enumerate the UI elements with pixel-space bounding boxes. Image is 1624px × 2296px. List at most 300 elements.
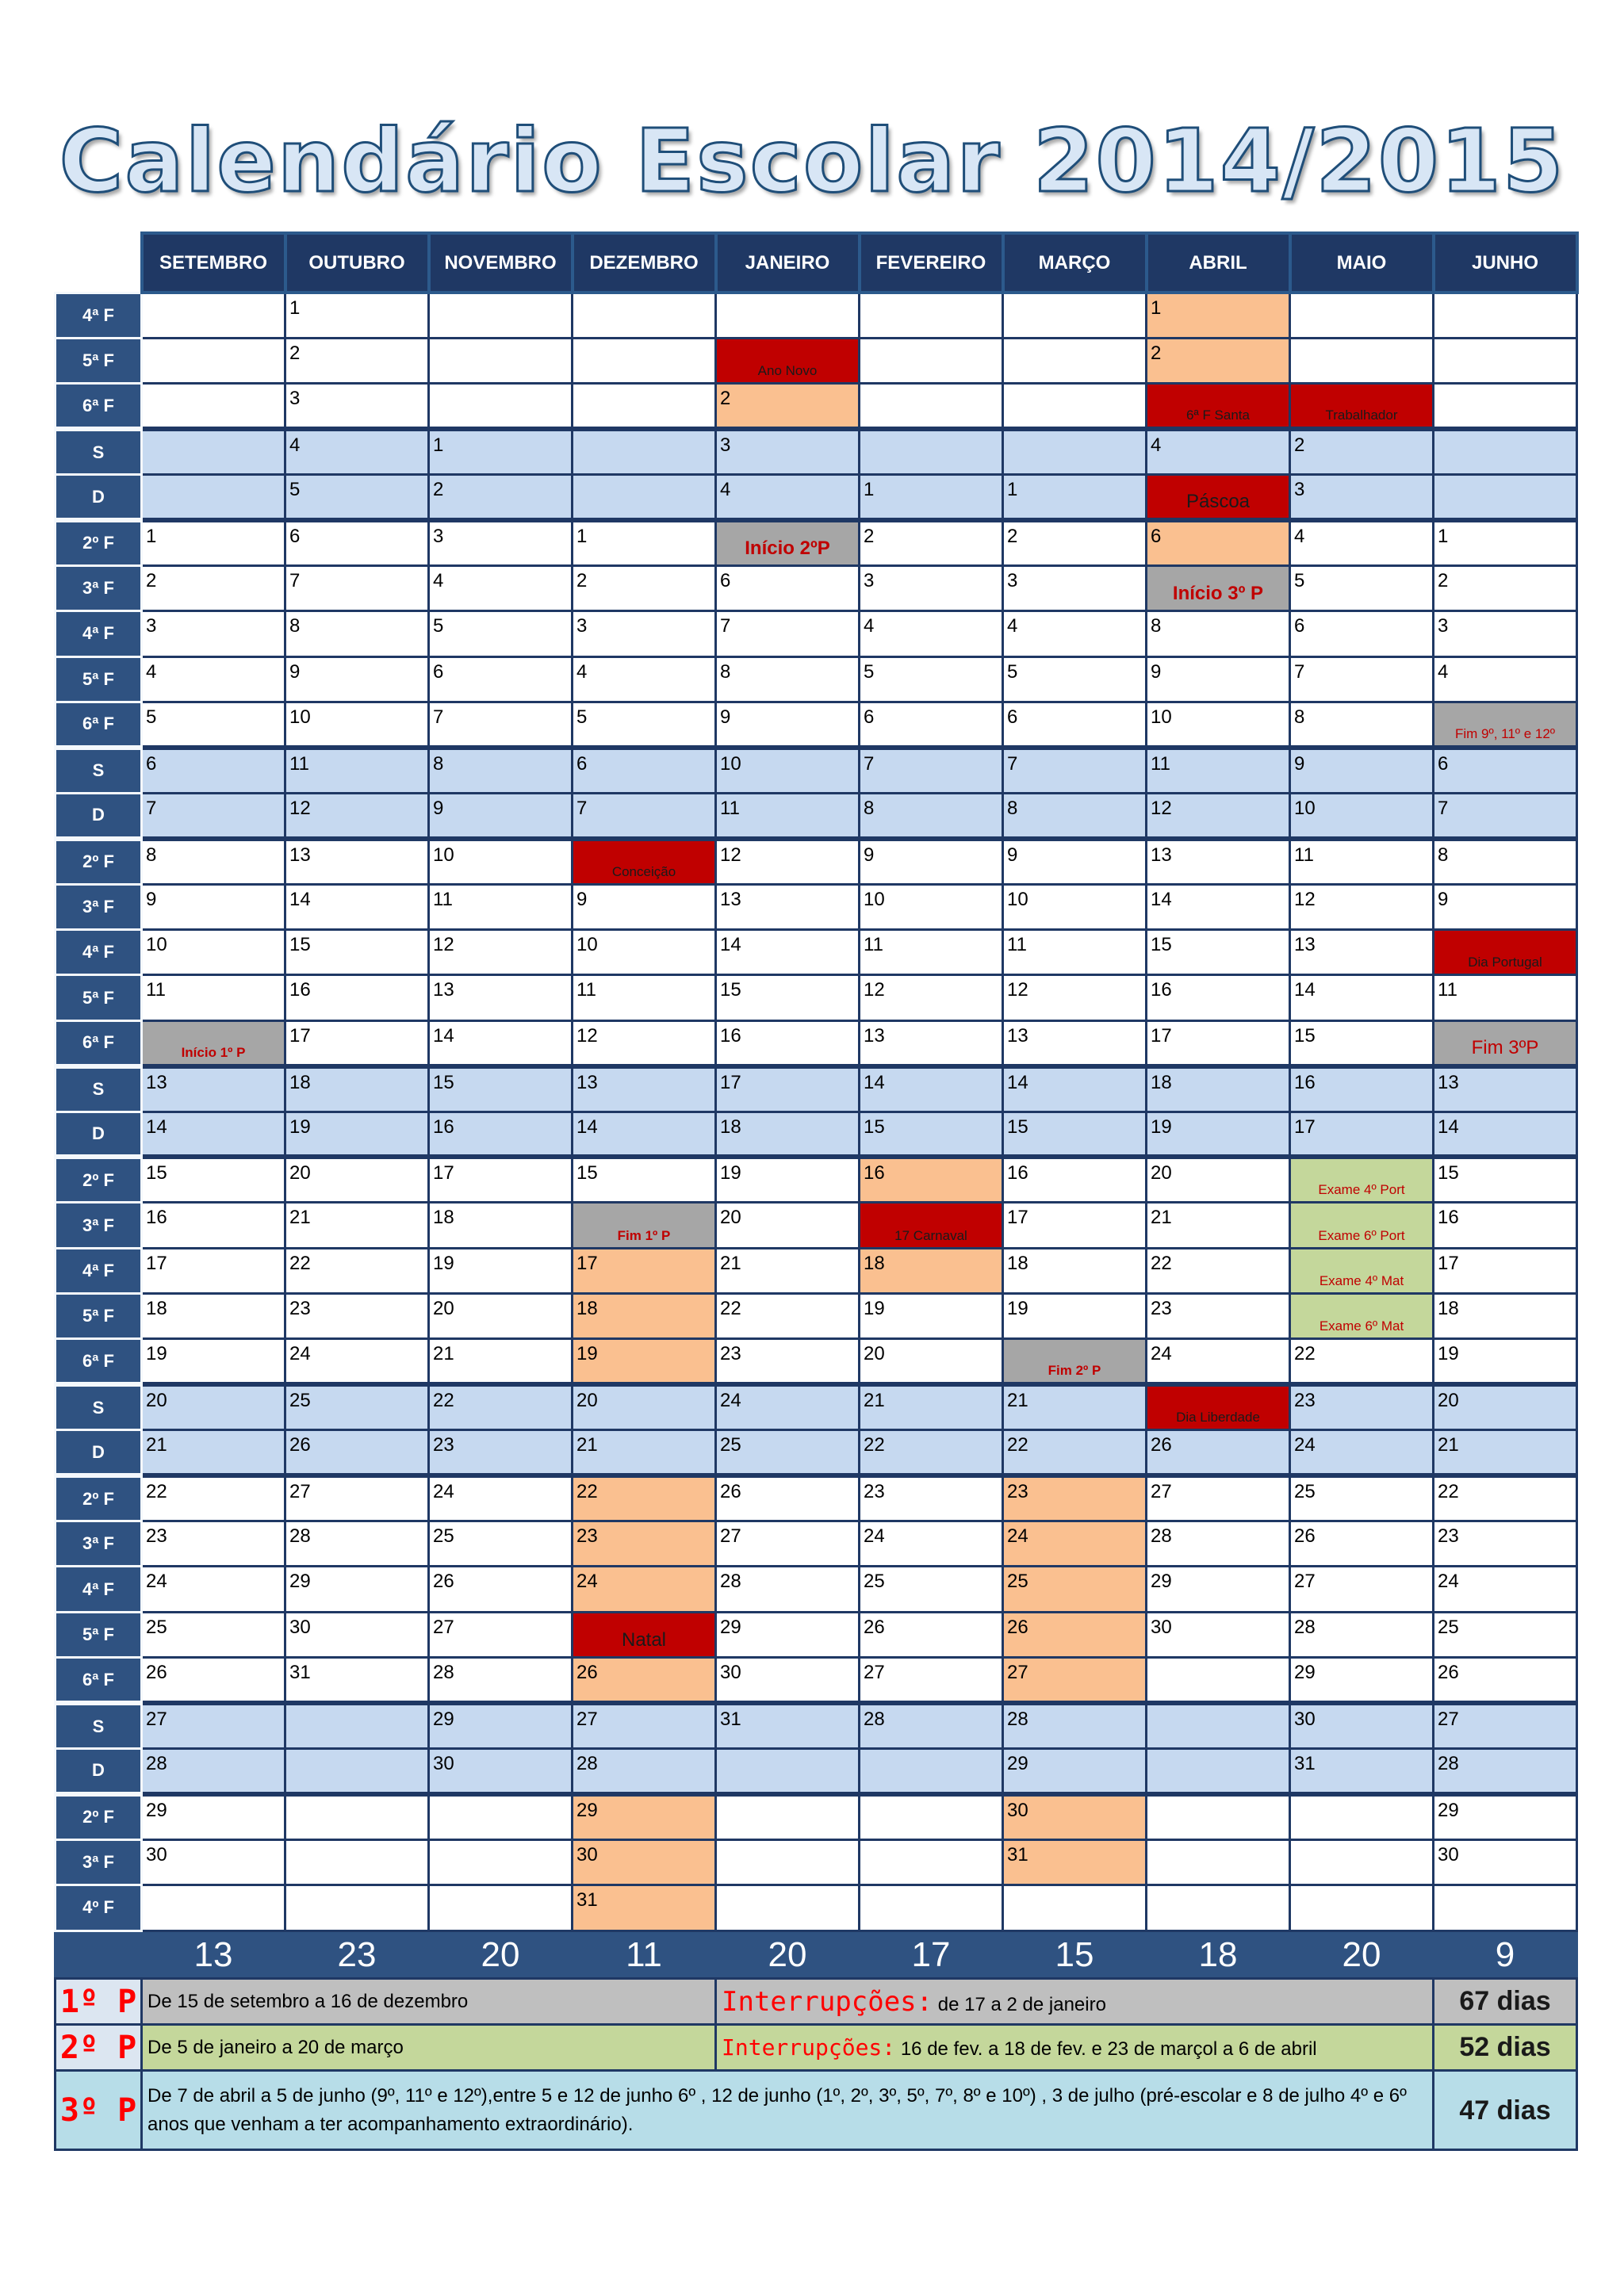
weekday-row xyxy=(56,520,1577,565)
day-cell: 23 xyxy=(573,1521,716,1567)
day-cell: 12 xyxy=(1290,884,1434,929)
weekday-label: 3ª F xyxy=(56,565,142,610)
month-total: 13 xyxy=(142,1931,285,1980)
day-cell: 26 xyxy=(1290,1521,1434,1567)
day-cell: 6 xyxy=(573,748,716,793)
month-header: OUTUBRO xyxy=(285,233,429,293)
day-cell: 21 xyxy=(429,1339,573,1384)
day-cell: 29 xyxy=(1290,1658,1434,1703)
weekday-label: 3ª F xyxy=(56,1521,142,1567)
weekday-row xyxy=(56,1839,1577,1885)
totals-corner xyxy=(56,1931,142,1980)
day-cell: 16 xyxy=(716,1020,860,1066)
day-cell: 8 xyxy=(1003,793,1147,838)
day-cell: 4 xyxy=(429,565,573,610)
day-cell: 20 xyxy=(142,1384,285,1429)
weekday-row xyxy=(56,565,1577,610)
day-cell xyxy=(1434,338,1577,383)
day-cell: 5 xyxy=(1003,656,1147,702)
day-cell: 17 xyxy=(285,1020,429,1066)
day-cell xyxy=(429,1885,573,1931)
weekday-row xyxy=(56,1612,1577,1657)
period-row xyxy=(56,2071,1577,2150)
day-cell: 29 xyxy=(1147,1567,1290,1612)
day-cell: 27 xyxy=(285,1475,429,1521)
day-cell xyxy=(1434,293,1577,338)
weekday-row xyxy=(56,1157,1577,1202)
day-cell: 9 xyxy=(1434,884,1577,929)
day-cell: 6 xyxy=(285,520,429,565)
day-cell xyxy=(1003,429,1147,474)
day-cell: 6 xyxy=(860,702,1003,748)
day-cell: 18 xyxy=(1434,1294,1577,1339)
day-cell: 13 xyxy=(1147,839,1290,884)
day-cell: 30 xyxy=(285,1612,429,1657)
day-cell: 7 xyxy=(429,702,573,748)
weekday-label: 4º F xyxy=(56,1885,142,1931)
day-cell: 4 xyxy=(860,611,1003,656)
month-header: ABRIL xyxy=(1147,233,1290,293)
day-cell: 9 xyxy=(1003,839,1147,884)
weekday-row xyxy=(56,1521,1577,1567)
day-cell: 19 xyxy=(573,1339,716,1384)
day-cell: 13 xyxy=(1290,929,1434,974)
day-cell: 9 xyxy=(142,884,285,929)
day-cell: 6 xyxy=(1147,520,1290,565)
day-cell xyxy=(1290,1885,1434,1931)
day-cell: 16 xyxy=(142,1203,285,1248)
day-cell: 27 xyxy=(573,1703,716,1748)
period-row xyxy=(56,1979,1577,2025)
day-cell: 24 xyxy=(142,1567,285,1612)
day-cell: 3 xyxy=(429,520,573,565)
day-cell xyxy=(1147,475,1290,520)
day-cell: 1 xyxy=(1147,293,1290,338)
weekday-row xyxy=(56,611,1577,656)
day-cell: 7 xyxy=(285,565,429,610)
day-cell: 31 xyxy=(1290,1749,1434,1794)
weekday-row xyxy=(56,1794,1577,1839)
day-cell: 10 xyxy=(1003,884,1147,929)
day-cell: 6 xyxy=(1290,611,1434,656)
interruption-text: de 17 a 2 de janeiro xyxy=(937,1993,1106,2015)
day-cell: 24 xyxy=(1434,1567,1577,1612)
day-cell: 17 xyxy=(429,1157,573,1202)
weekday-label: D xyxy=(56,1112,142,1157)
day-cell: 28 xyxy=(1290,1612,1434,1657)
day-cell: 4 xyxy=(1147,429,1290,474)
weekday-label: 3ª F xyxy=(56,1203,142,1248)
event-note: Fim 3ºP xyxy=(1471,1036,1539,1058)
day-cell: 30 xyxy=(1003,1794,1147,1839)
day-cell: 22 xyxy=(573,1475,716,1521)
day-cell: 24 xyxy=(285,1339,429,1384)
day-cell: 22 xyxy=(860,1430,1003,1475)
day-cell: 16 xyxy=(429,1112,573,1157)
day-cell: 20 xyxy=(860,1339,1003,1384)
day-cell: 1 xyxy=(1434,520,1577,565)
month-header-row xyxy=(56,233,1577,293)
period-label: 3º P xyxy=(56,2071,142,2150)
day-cell xyxy=(429,384,573,429)
month-header: DEZEMBRO xyxy=(573,233,716,293)
day-cell: 7 xyxy=(860,748,1003,793)
weekday-row xyxy=(56,1020,1577,1066)
day-cell: 10 xyxy=(716,748,860,793)
day-cell: 19 xyxy=(285,1112,429,1157)
month-total: 9 xyxy=(1434,1931,1577,1980)
day-cell xyxy=(142,429,285,474)
day-cell: 28 xyxy=(1003,1703,1147,1748)
weekday-row xyxy=(56,839,1577,884)
day-cell: 14 xyxy=(716,929,860,974)
day-cell: 22 xyxy=(429,1384,573,1429)
day-cell: 16 xyxy=(1434,1203,1577,1248)
weekday-label: 2º F xyxy=(56,1794,142,1839)
day-cell: 1 xyxy=(142,520,285,565)
day-cell: 3 xyxy=(1434,611,1577,656)
day-cell xyxy=(1290,1839,1434,1885)
day-cell: 18 xyxy=(429,1203,573,1248)
day-cell: 31 xyxy=(573,1885,716,1931)
day-cell: 15 xyxy=(716,975,860,1020)
day-cell: 6 xyxy=(1003,702,1147,748)
event-note: Páscoa xyxy=(1185,490,1251,512)
day-cell: 1 xyxy=(860,475,1003,520)
day-cell: 19 xyxy=(1003,1294,1147,1339)
weekday-label: 2º F xyxy=(56,839,142,884)
day-cell: 1 xyxy=(573,520,716,565)
weekday-label: D xyxy=(56,1430,142,1475)
day-cell: 25 xyxy=(1290,1475,1434,1521)
day-cell: 9 xyxy=(1290,748,1434,793)
event-note: Ano Novo xyxy=(757,363,818,379)
event-note: 17 Carnaval xyxy=(894,1227,967,1243)
weekend-row xyxy=(56,1430,1577,1475)
day-cell: 2 xyxy=(285,338,429,383)
day-cell: 25 xyxy=(860,1567,1003,1612)
period-label: 2º P xyxy=(56,2025,142,2071)
day-cell xyxy=(573,429,716,474)
day-cell xyxy=(1290,293,1434,338)
day-cell: 22 xyxy=(1147,1248,1290,1293)
day-cell: 26 xyxy=(285,1430,429,1475)
day-cell: 20 xyxy=(1147,1157,1290,1202)
month-header: NOVEMBRO xyxy=(429,233,573,293)
weekend-row xyxy=(56,1749,1577,1794)
day-cell: 14 xyxy=(1147,884,1290,929)
periods-summary xyxy=(54,1977,1578,2151)
event-note: Exame 4º Mat xyxy=(1319,1273,1404,1289)
day-cell: 27 xyxy=(1147,1475,1290,1521)
day-cell: 23 xyxy=(716,1339,860,1384)
weekday-row xyxy=(56,1885,1577,1931)
day-cell: 18 xyxy=(285,1066,429,1112)
day-cell xyxy=(573,1203,716,1248)
weekday-row xyxy=(56,975,1577,1020)
day-cell: 3 xyxy=(716,429,860,474)
day-cell: 4 xyxy=(142,656,285,702)
weekday-label: 2º F xyxy=(56,1475,142,1521)
day-cell: 25 xyxy=(716,1430,860,1475)
day-cell: 17 xyxy=(142,1248,285,1293)
day-cell: 29 xyxy=(429,1703,573,1748)
day-cell: 12 xyxy=(1147,793,1290,838)
day-cell xyxy=(142,338,285,383)
day-cell: 7 xyxy=(573,793,716,838)
day-cell: 2 xyxy=(1147,338,1290,383)
month-header: SETEMBRO xyxy=(142,233,285,293)
day-cell xyxy=(429,1839,573,1885)
day-cell: 6 xyxy=(1434,748,1577,793)
day-cell: 19 xyxy=(1147,1112,1290,1157)
day-cell: 15 xyxy=(1290,1020,1434,1066)
day-cell: 3 xyxy=(573,611,716,656)
day-cell: 16 xyxy=(1003,1157,1147,1202)
day-cell: 22 xyxy=(1003,1430,1147,1475)
day-cell xyxy=(1147,384,1290,429)
weekday-label: 6ª F xyxy=(56,1658,142,1703)
day-cell: 9 xyxy=(860,839,1003,884)
weekday-row xyxy=(56,702,1577,748)
weekday-label: 4ª F xyxy=(56,929,142,974)
day-cell: 4 xyxy=(1290,520,1434,565)
day-cell xyxy=(1003,384,1147,429)
day-cell: 27 xyxy=(1003,1658,1147,1703)
day-cell: 11 xyxy=(142,975,285,1020)
day-cell: 28 xyxy=(573,1749,716,1794)
day-cell xyxy=(1147,1658,1290,1703)
day-cell: 26 xyxy=(1147,1430,1290,1475)
day-cell: 10 xyxy=(429,839,573,884)
day-cell: 30 xyxy=(429,1749,573,1794)
day-cell: 13 xyxy=(573,1066,716,1112)
event-note: Dia Portugal xyxy=(1468,955,1542,970)
day-cell: 3 xyxy=(142,611,285,656)
day-cell xyxy=(1147,1384,1290,1429)
day-cell: 15 xyxy=(1147,929,1290,974)
day-cell xyxy=(285,1703,429,1748)
day-cell: 5 xyxy=(142,702,285,748)
day-cell xyxy=(1147,1839,1290,1885)
weekday-label: 6ª F xyxy=(56,702,142,748)
day-cell xyxy=(860,1839,1003,1885)
weekday-row xyxy=(56,1203,1577,1248)
weekend-row xyxy=(56,1066,1577,1112)
day-cell: 11 xyxy=(573,975,716,1020)
day-cell: 1 xyxy=(429,429,573,474)
day-cell: 27 xyxy=(860,1658,1003,1703)
event-note: 6ª F Santa xyxy=(1185,408,1250,423)
day-cell: 11 xyxy=(1434,975,1577,1020)
day-cell: 14 xyxy=(1434,1112,1577,1157)
day-cell: 29 xyxy=(573,1794,716,1839)
weekend-row xyxy=(56,429,1577,474)
day-cell: 7 xyxy=(1003,748,1147,793)
day-cell xyxy=(860,293,1003,338)
day-cell: 15 xyxy=(285,929,429,974)
event-note: Dia Liberdade xyxy=(1176,1410,1260,1425)
day-cell: 31 xyxy=(716,1703,860,1748)
day-cell: 6 xyxy=(716,565,860,610)
weekend-row xyxy=(56,1112,1577,1157)
day-cell: 28 xyxy=(429,1658,573,1703)
day-cell: 30 xyxy=(1290,1703,1434,1748)
weekday-label: 6ª F xyxy=(56,1339,142,1384)
day-cell: 24 xyxy=(573,1567,716,1612)
weekday-label: D xyxy=(56,475,142,520)
day-cell: 31 xyxy=(285,1658,429,1703)
day-cell: 17 xyxy=(716,1066,860,1112)
day-cell: 24 xyxy=(1147,1339,1290,1384)
day-cell: 16 xyxy=(1147,975,1290,1020)
day-cell: 17 xyxy=(573,1248,716,1293)
day-cell: 28 xyxy=(860,1703,1003,1748)
day-cell: 8 xyxy=(1147,611,1290,656)
weekday-label: D xyxy=(56,793,142,838)
day-cell xyxy=(573,1612,716,1657)
day-cell: 20 xyxy=(285,1157,429,1202)
day-cell: 20 xyxy=(573,1384,716,1429)
day-cell: 26 xyxy=(1003,1612,1147,1657)
day-cell: 13 xyxy=(860,1020,1003,1066)
day-cell: 9 xyxy=(573,884,716,929)
day-cell: 2 xyxy=(1003,520,1147,565)
day-cell xyxy=(860,338,1003,383)
day-cell: 12 xyxy=(285,793,429,838)
day-cell: 14 xyxy=(860,1066,1003,1112)
day-cell: 22 xyxy=(1434,1475,1577,1521)
day-cell: 14 xyxy=(142,1112,285,1157)
day-cell: 6 xyxy=(429,656,573,702)
day-cell: 23 xyxy=(142,1521,285,1567)
day-cell xyxy=(716,1794,860,1839)
weekday-label: S xyxy=(56,1384,142,1429)
day-cell: 30 xyxy=(1434,1839,1577,1885)
day-cell: 5 xyxy=(285,475,429,520)
day-cell: 14 xyxy=(285,884,429,929)
day-cell xyxy=(1290,338,1434,383)
weekday-row xyxy=(56,1294,1577,1339)
weekday-label: S xyxy=(56,429,142,474)
day-cell: 10 xyxy=(1290,793,1434,838)
day-cell: 19 xyxy=(716,1157,860,1202)
day-cell: 26 xyxy=(860,1612,1003,1657)
month-header: FEVEREIRO xyxy=(860,233,1003,293)
day-cell xyxy=(1434,929,1577,974)
day-cell xyxy=(1290,384,1434,429)
day-cell: 13 xyxy=(142,1066,285,1112)
period-days: 47 dias xyxy=(1434,2071,1577,2150)
day-cell xyxy=(860,1794,1003,1839)
day-cell: 3 xyxy=(285,384,429,429)
day-cell: 17 xyxy=(1290,1112,1434,1157)
day-cell: 10 xyxy=(860,884,1003,929)
day-cell xyxy=(573,338,716,383)
day-cell: 12 xyxy=(429,929,573,974)
day-cell: 13 xyxy=(1003,1020,1147,1066)
day-cell: 13 xyxy=(716,884,860,929)
day-cell: 24 xyxy=(429,1475,573,1521)
day-cell: 18 xyxy=(142,1294,285,1339)
event-note: Natal xyxy=(621,1629,667,1651)
weekday-label: 5ª F xyxy=(56,656,142,702)
day-cell xyxy=(1147,565,1290,610)
day-cell xyxy=(573,839,716,884)
day-cell: 2 xyxy=(860,520,1003,565)
day-cell: 18 xyxy=(860,1248,1003,1293)
day-cell xyxy=(1434,702,1577,748)
event-note: Exame 6º Port xyxy=(1318,1227,1405,1243)
day-cell: 11 xyxy=(429,884,573,929)
day-cell: 10 xyxy=(1147,702,1290,748)
day-cell: 3 xyxy=(1003,565,1147,610)
day-cell: 11 xyxy=(1147,748,1290,793)
day-cell: 21 xyxy=(142,1430,285,1475)
weekday-label: 5ª F xyxy=(56,975,142,1020)
day-cell: 2 xyxy=(573,565,716,610)
day-cell: 28 xyxy=(1147,1521,1290,1567)
weekday-row xyxy=(56,656,1577,702)
day-cell xyxy=(285,1885,429,1931)
day-cell: 28 xyxy=(285,1521,429,1567)
weekday-row xyxy=(56,1475,1577,1521)
period-dates: De 5 de janeiro a 20 de março xyxy=(142,2025,716,2071)
day-cell xyxy=(1434,429,1577,474)
month-header: JUNHO xyxy=(1434,233,1577,293)
day-cell xyxy=(1434,1885,1577,1931)
day-cell: 26 xyxy=(716,1475,860,1521)
weekday-label: 6ª F xyxy=(56,384,142,429)
day-cell: 1 xyxy=(285,293,429,338)
weekday-row xyxy=(56,338,1577,383)
day-cell: 18 xyxy=(1003,1248,1147,1293)
day-cell: 20 xyxy=(429,1294,573,1339)
day-cell: 23 xyxy=(1147,1294,1290,1339)
weekday-row xyxy=(56,384,1577,429)
day-cell: 5 xyxy=(429,611,573,656)
day-cell: 24 xyxy=(1290,1430,1434,1475)
day-cell: 6 xyxy=(142,748,285,793)
day-cell xyxy=(285,1794,429,1839)
day-cell xyxy=(860,1885,1003,1931)
weekday-label: 3ª F xyxy=(56,884,142,929)
day-cell: 16 xyxy=(1290,1066,1434,1112)
period-dates: De 15 de setembro a 16 de dezembro xyxy=(142,1979,716,2025)
day-cell: 29 xyxy=(1003,1749,1147,1794)
month-total: 15 xyxy=(1003,1931,1147,1980)
day-cell xyxy=(716,338,860,383)
day-cell: 12 xyxy=(1003,975,1147,1020)
day-cell: 19 xyxy=(142,1339,285,1384)
day-cell: 3 xyxy=(860,565,1003,610)
day-cell: 25 xyxy=(285,1384,429,1429)
weekday-label: 2º F xyxy=(56,1157,142,1202)
weekday-label: S xyxy=(56,1066,142,1112)
month-header: JANEIRO xyxy=(716,233,860,293)
day-cell: 16 xyxy=(285,975,429,1020)
day-cell: 8 xyxy=(860,793,1003,838)
weekday-label: D xyxy=(56,1749,142,1794)
day-cell: 13 xyxy=(429,975,573,1020)
day-cell: 24 xyxy=(1003,1521,1147,1567)
month-total: 20 xyxy=(1290,1931,1434,1980)
period-label: 1º P xyxy=(56,1979,142,2025)
day-cell: 10 xyxy=(285,702,429,748)
month-total: 11 xyxy=(573,1931,716,1980)
day-cell: 2 xyxy=(1290,429,1434,474)
day-cell: 7 xyxy=(716,611,860,656)
